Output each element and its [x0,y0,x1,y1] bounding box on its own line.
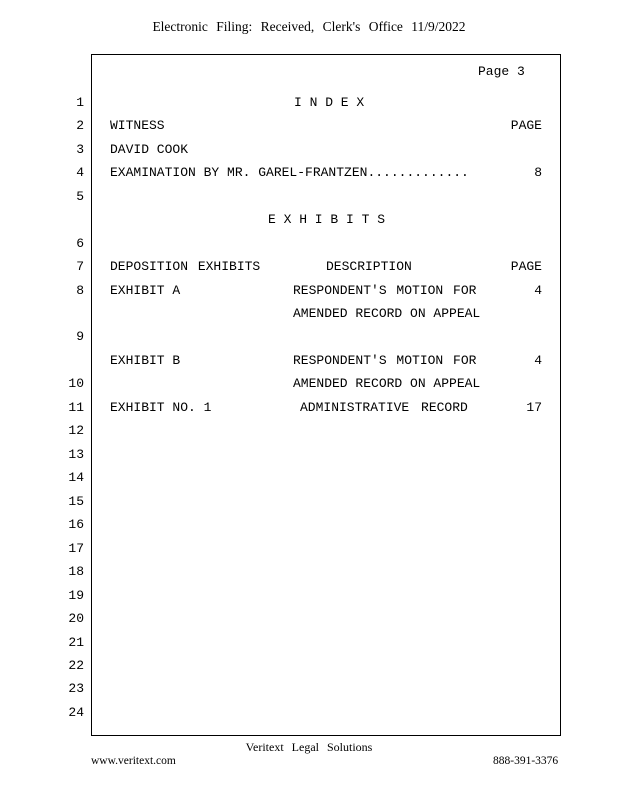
witness-name: DAVID COOK [110,142,189,157]
line-number: 4 [76,165,84,180]
line-number: 11 [68,400,84,415]
line-number: 22 [68,658,84,673]
line-number: 2 [76,118,84,133]
exhibit-description: AMENDED RECORD ON APPEAL [293,306,481,321]
page-column-header: PAGE [510,118,542,133]
line-number: 18 [68,564,84,579]
exhibits-title: E X H I B I T S [268,212,386,227]
exhibit-page-column-header: PAGE [510,259,542,274]
line-number: 12 [68,423,84,438]
examination-page: 8 [534,165,542,180]
line-number: 17 [68,541,84,556]
line-number: 14 [68,470,84,485]
line-number: 16 [68,517,84,532]
line-number: 3 [76,142,84,157]
filing-stamp: Electronic Filing: Received, Clerk's Office 11/9/2022 [152,19,466,34]
line-number: 10 [68,376,84,391]
line-number: 23 [68,681,84,696]
exhibit-page: 17 [526,400,542,415]
exhibit-description: RESPONDENT'S MOTION FOR [293,283,477,298]
description-column-header: DESCRIPTION [326,259,412,274]
line-number: 21 [68,635,84,650]
exhibit-description: ADMINISTRATIVE RECORD [300,400,468,415]
exhibit-page: 4 [534,353,542,368]
exhibit-id: EXHIBIT NO. 1 [110,400,212,415]
exhibit-description: RESPONDENT'S MOTION FOR [293,353,477,368]
line-number: 5 [76,189,84,204]
witness-column-header: WITNESS [110,118,165,133]
index-title: I N D E X [294,95,365,110]
footer-company: Veritext Legal Solutions [245,740,373,754]
line-number: 9 [76,329,84,344]
footer-phone: 888-391-3376 [493,755,559,767]
page-number: Page 3 [478,64,525,79]
line-number: 15 [68,494,84,509]
footer-website[interactable]: www.veritext.com [91,755,176,767]
line-number: 8 [76,283,84,298]
line-number: 7 [76,259,84,274]
line-number: 13 [68,447,84,462]
line-number: 1 [76,95,84,110]
line-number: 6 [76,236,84,251]
exhibit-id: EXHIBIT B [110,353,181,368]
examination-entry: EXAMINATION BY MR. GAREL-FRANTZEN............. [110,165,469,180]
line-number: 24 [68,705,84,720]
line-number: 19 [68,588,84,603]
exhibit-id: EXHIBIT A [110,283,181,298]
line-number: 20 [68,611,84,626]
exhibit-page: 4 [534,283,542,298]
exhibits-column-header: DEPOSITION EXHIBITS [110,259,261,274]
exhibit-description: AMENDED RECORD ON APPEAL [293,376,481,391]
